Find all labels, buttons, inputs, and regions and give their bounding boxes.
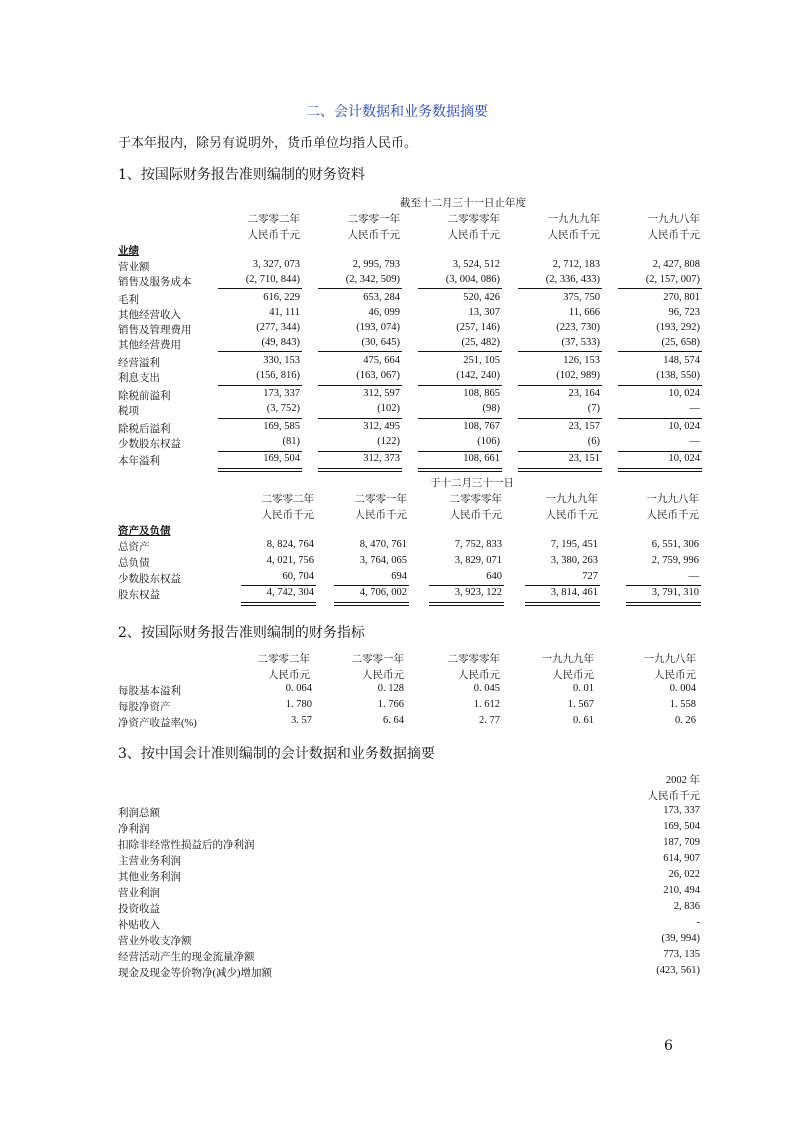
row-value: (81) (282, 436, 300, 447)
row-value: 1. 567 (567, 699, 594, 710)
unit-header: 人民币元 (552, 670, 594, 681)
row-value: (7) (587, 403, 600, 414)
row-value: 8, 824, 764 (266, 539, 314, 550)
row-value: (98) (482, 403, 500, 414)
rule (218, 351, 302, 352)
rule (518, 385, 602, 386)
year-header: 二零零一年 (354, 494, 407, 505)
row-value: 6. 64 (383, 715, 404, 726)
row-value: (122) (377, 436, 400, 447)
row-label: 每股净资产 (118, 702, 171, 713)
row-value: (25, 482) (461, 337, 500, 348)
double-rule (218, 468, 302, 472)
row-value: (2, 157, 007) (645, 274, 700, 285)
row-value: 108, 865 (463, 388, 500, 399)
rule (218, 385, 302, 386)
row-value: 60, 704 (282, 571, 314, 582)
row-value: 41, 111 (269, 307, 300, 318)
table-row (118, 933, 708, 949)
rule (334, 585, 409, 586)
rule (318, 288, 402, 289)
row-value: 0. 61 (573, 715, 594, 726)
row-label: 利润总额 (118, 808, 160, 819)
row-label: 其他经营收入 (118, 310, 181, 321)
rule (518, 351, 602, 352)
table-row (118, 715, 708, 731)
rule (618, 385, 702, 386)
row-value: 23, 164 (568, 388, 600, 399)
rule (618, 451, 702, 452)
table-row (118, 388, 708, 404)
rule (418, 288, 502, 289)
row-value: 312, 373 (363, 453, 400, 464)
unit-header: 人民币千元 (347, 230, 400, 241)
row-value: 108, 661 (463, 453, 500, 464)
row-value: 3, 764, 065 (359, 555, 407, 566)
row-label: 总负债 (118, 558, 150, 569)
double-rule (429, 602, 504, 606)
table-row (118, 259, 708, 275)
row-value: 3, 923, 122 (454, 587, 502, 598)
row-value: 1. 612 (473, 699, 500, 710)
year-header: 二零零零年 (447, 214, 500, 225)
row-label: 扣除非经常性损益后的净利润 (118, 840, 255, 851)
year-header: 二零零一年 (347, 214, 400, 225)
row-value: 10, 024 (668, 388, 700, 399)
row-value: 1. 780 (285, 699, 312, 710)
row-value: 640 (486, 571, 502, 582)
rule (218, 451, 302, 452)
year-header: 一九九九年 (541, 654, 594, 665)
row-value: 108, 767 (463, 421, 500, 432)
row-value: 251, 105 (463, 355, 500, 366)
row-label: 除税前溢利 (118, 391, 171, 402)
row-value: 616, 229 (263, 292, 300, 303)
row-value: (49, 843) (261, 337, 300, 348)
row-label: 补贴收入 (118, 920, 160, 931)
row-value: — (689, 436, 700, 447)
rule (241, 585, 316, 586)
table-row (118, 322, 708, 338)
year-header: 二零零二年 (261, 494, 314, 505)
row-label: 营业利润 (118, 888, 160, 899)
unit-header: 人民币千元 (449, 510, 502, 521)
row-label: 其他业务利润 (118, 872, 181, 883)
row-value: 2. 77 (479, 715, 500, 726)
row-value: (39, 994) (661, 933, 700, 944)
row-value: (156, 816) (256, 370, 300, 381)
rule (626, 585, 701, 586)
row-value: (423, 561) (656, 965, 700, 976)
row-label: 主营业务利润 (118, 856, 181, 867)
row-label: 税项 (118, 406, 139, 417)
unit-header: 人民币千元 (547, 230, 600, 241)
row-value: 2, 995, 793 (352, 259, 400, 270)
row-value: 173, 337 (263, 388, 300, 399)
rule (418, 385, 502, 386)
double-rule (626, 602, 701, 606)
rule (318, 351, 402, 352)
table-row (118, 965, 708, 981)
unit-header: 人民币千元 (447, 230, 500, 241)
year-header: 2002 年 (665, 775, 700, 786)
year-header: 一九九八年 (643, 654, 696, 665)
year-header: 二零零零年 (449, 494, 502, 505)
row-value: (2, 710, 844) (245, 274, 300, 285)
row-value: 475, 664 (363, 355, 400, 366)
row-value: (106) (477, 436, 500, 447)
table-row (118, 683, 708, 699)
rule (618, 288, 702, 289)
row-value: 3, 791, 310 (651, 587, 699, 598)
table-row (118, 917, 708, 933)
group-label-results: 业绩 (118, 246, 139, 257)
row-label: 利息支出 (118, 373, 160, 384)
row-label: 销售及服务成本 (118, 277, 192, 288)
year-header: 一九九九年 (547, 214, 600, 225)
row-label: 少数股东权益 (118, 439, 181, 450)
row-label: 投资收益 (118, 904, 160, 915)
row-value: 23, 151 (568, 453, 600, 464)
table-row (118, 587, 708, 603)
table-row (118, 307, 708, 323)
row-value: 7, 195, 451 (550, 539, 598, 550)
table-row (118, 539, 708, 555)
rule (418, 351, 502, 352)
row-value: 0. 045 (473, 683, 500, 694)
section-2-heading: 2、按国际财务报告准则编制的财务指标 (118, 625, 365, 641)
row-value: 773, 135 (663, 949, 700, 960)
double-rule (418, 468, 502, 472)
table-row (118, 571, 708, 587)
period-label: 截至十二月三十一日止年度 (400, 198, 526, 209)
row-value: 2, 836 (673, 901, 700, 912)
row-label: 经营活动产生的现金流量净额 (118, 952, 255, 963)
table-row (118, 901, 708, 917)
unit-header: 人民币千元 (647, 791, 700, 802)
row-value: 126, 153 (563, 355, 600, 366)
row-value: 0. 064 (285, 683, 312, 694)
row-value: 4, 706, 002 (359, 587, 407, 598)
row-label: 现金及现金等价物净(减少)增加额 (118, 968, 272, 979)
rule (318, 451, 402, 452)
rule (518, 288, 602, 289)
row-label: 总资产 (118, 542, 150, 553)
row-value: (277, 344) (256, 322, 300, 333)
row-value: 3, 327, 073 (252, 259, 300, 270)
row-label: 销售及管理费用 (118, 325, 192, 336)
row-label: 少数股东权益 (118, 574, 181, 585)
table-row (118, 436, 708, 452)
row-value: (193, 074) (356, 322, 400, 333)
unit-header: 人民币千元 (354, 510, 407, 521)
rule (318, 418, 402, 419)
year-header: 一九九九年 (545, 494, 598, 505)
row-value: (142, 240) (456, 370, 500, 381)
table-row (118, 355, 708, 371)
row-value: 96, 723 (668, 307, 700, 318)
table-row (118, 403, 708, 419)
row-value: (223, 730) (556, 322, 600, 333)
row-label: 其他经营费用 (118, 340, 181, 351)
double-rule (241, 602, 316, 606)
row-value: 3, 814, 461 (550, 587, 598, 598)
rule (418, 451, 502, 452)
table-row (118, 699, 708, 715)
row-value: 727 (582, 571, 598, 582)
row-value: 2, 759, 996 (651, 555, 699, 566)
row-value: (3, 004, 086) (445, 274, 500, 285)
year-header: 一九九八年 (647, 214, 700, 225)
row-value: 210, 494 (663, 885, 700, 896)
row-value: 1. 558 (669, 699, 696, 710)
row-value: 3, 524, 512 (452, 259, 500, 270)
rule (418, 418, 502, 419)
row-value: — (688, 571, 699, 582)
row-label: 股东权益 (118, 590, 160, 601)
double-rule (334, 602, 409, 606)
row-value: 10, 024 (668, 453, 700, 464)
row-label: 毛利 (118, 295, 139, 306)
unit-header: 人民币元 (654, 670, 696, 681)
row-value: 2, 427, 808 (652, 259, 700, 270)
row-value: 10, 024 (668, 421, 700, 432)
row-value: 4, 742, 304 (266, 587, 314, 598)
table-row (118, 837, 708, 853)
row-value: 3, 380, 263 (550, 555, 598, 566)
section-title: 二、会计数据和业务数据摘要 (306, 104, 488, 120)
rule (218, 418, 302, 419)
row-value: 8, 470, 761 (359, 539, 407, 550)
row-value: 312, 495 (363, 421, 400, 432)
row-value: 614, 907 (663, 853, 700, 864)
row-value: 520, 426 (463, 292, 500, 303)
table-row (118, 421, 708, 437)
row-value: 7, 752, 833 (454, 539, 502, 550)
unit-header: 人民币千元 (247, 230, 300, 241)
row-label: 经营溢利 (118, 358, 160, 369)
double-rule (525, 602, 600, 606)
year-header: 二零零二年 (247, 214, 300, 225)
unit-header: 人民币元 (458, 670, 500, 681)
row-value: 6, 551, 306 (651, 539, 699, 550)
rule (518, 451, 602, 452)
page-number: 6 (664, 1038, 673, 1054)
row-value: (25, 658) (661, 337, 700, 348)
row-value: (193, 292) (656, 322, 700, 333)
row-value: 0. 004 (669, 683, 696, 694)
intro-text: 于本年报内，除另有说明外，货币单位均指人民币。 (118, 136, 418, 151)
row-value: 653, 284 (363, 292, 400, 303)
table-row (118, 370, 708, 386)
row-value: 2, 712, 183 (552, 259, 600, 270)
rule (218, 288, 302, 289)
rule (518, 418, 602, 419)
table-row (118, 821, 708, 837)
year-header: 二零零一年 (351, 654, 404, 665)
row-value: 3. 57 (291, 715, 312, 726)
table-row (118, 949, 708, 965)
row-label: 净利润 (118, 824, 150, 835)
row-value: 169, 504 (663, 821, 700, 832)
rule (618, 351, 702, 352)
unit-header: 人民币千元 (545, 510, 598, 521)
rule (525, 585, 600, 586)
row-value: 312, 597 (363, 388, 400, 399)
rule (618, 418, 702, 419)
row-value: 0. 26 (675, 715, 696, 726)
rule (429, 585, 504, 586)
unit-header: 人民币元 (268, 670, 310, 681)
row-value: 11, 666 (568, 307, 600, 318)
row-value: (30, 645) (361, 337, 400, 348)
year-header: 二零零零年 (447, 654, 500, 665)
table-row (118, 869, 708, 885)
row-value: (2, 336, 433) (545, 274, 600, 285)
row-value: (163, 067) (356, 370, 400, 381)
group-label-assets: 资产及负债 (118, 526, 171, 537)
row-label: 营业额 (118, 262, 150, 273)
double-rule (618, 468, 702, 472)
row-value: (102) (377, 403, 400, 414)
row-value: 148, 574 (663, 355, 700, 366)
row-value: 0. 128 (377, 683, 404, 694)
row-value: (6) (587, 436, 600, 447)
row-value: 169, 585 (263, 421, 300, 432)
unit-header: 人民币元 (362, 670, 404, 681)
table-row (118, 555, 708, 571)
row-value: 46, 099 (368, 307, 400, 318)
row-label: 除税后溢利 (118, 424, 171, 435)
row-value: 169, 504 (263, 453, 300, 464)
double-rule (518, 468, 602, 472)
double-rule (318, 468, 402, 472)
row-value: 4, 021, 756 (266, 555, 314, 566)
period-label-2: 于十二月三十一日 (430, 478, 514, 489)
row-value: 26, 022 (668, 869, 700, 880)
row-value: 270, 801 (663, 292, 700, 303)
row-value: 694 (391, 571, 407, 582)
row-value: 23, 157 (568, 421, 600, 432)
unit-header: 人民币千元 (261, 510, 314, 521)
unit-header: 人民币千元 (646, 510, 699, 521)
section-3-heading: 3、按中国会计准则编制的会计数据和业务数据摘要 (118, 746, 435, 762)
row-value: (37, 533) (561, 337, 600, 348)
row-value: (257, 146) (456, 322, 500, 333)
row-value: 3, 829, 071 (454, 555, 502, 566)
row-value: 13, 307 (468, 307, 500, 318)
row-label: 净资产收益率(%) (118, 718, 197, 729)
table-row (118, 853, 708, 869)
row-value: 375, 750 (563, 292, 600, 303)
row-value: - (696, 917, 700, 928)
row-value: 0. 01 (573, 683, 594, 694)
table-row (118, 292, 708, 308)
row-value: (3, 752) (266, 403, 300, 414)
row-value: (102, 989) (556, 370, 600, 381)
row-value: 330, 153 (263, 355, 300, 366)
table-row (118, 885, 708, 901)
row-label: 营业外收支净额 (118, 936, 192, 947)
year-header: 一九九八年 (646, 494, 699, 505)
row-label: 本年溢利 (118, 456, 160, 467)
row-label: 每股基本溢利 (118, 686, 181, 697)
row-value: 1. 766 (377, 699, 404, 710)
year-header: 二零零二年 (257, 654, 310, 665)
rule (318, 385, 402, 386)
table-row (118, 805, 708, 821)
table-row (118, 453, 708, 469)
unit-header: 人民币千元 (647, 230, 700, 241)
row-value: (138, 550) (656, 370, 700, 381)
row-value: 173, 337 (663, 805, 700, 816)
section-1-heading: 1、按国际财务报告准则编制的财务资料 (118, 167, 365, 183)
row-value: — (689, 403, 700, 414)
row-value: 187, 709 (663, 837, 700, 848)
row-value: (2, 342, 509) (345, 274, 400, 285)
